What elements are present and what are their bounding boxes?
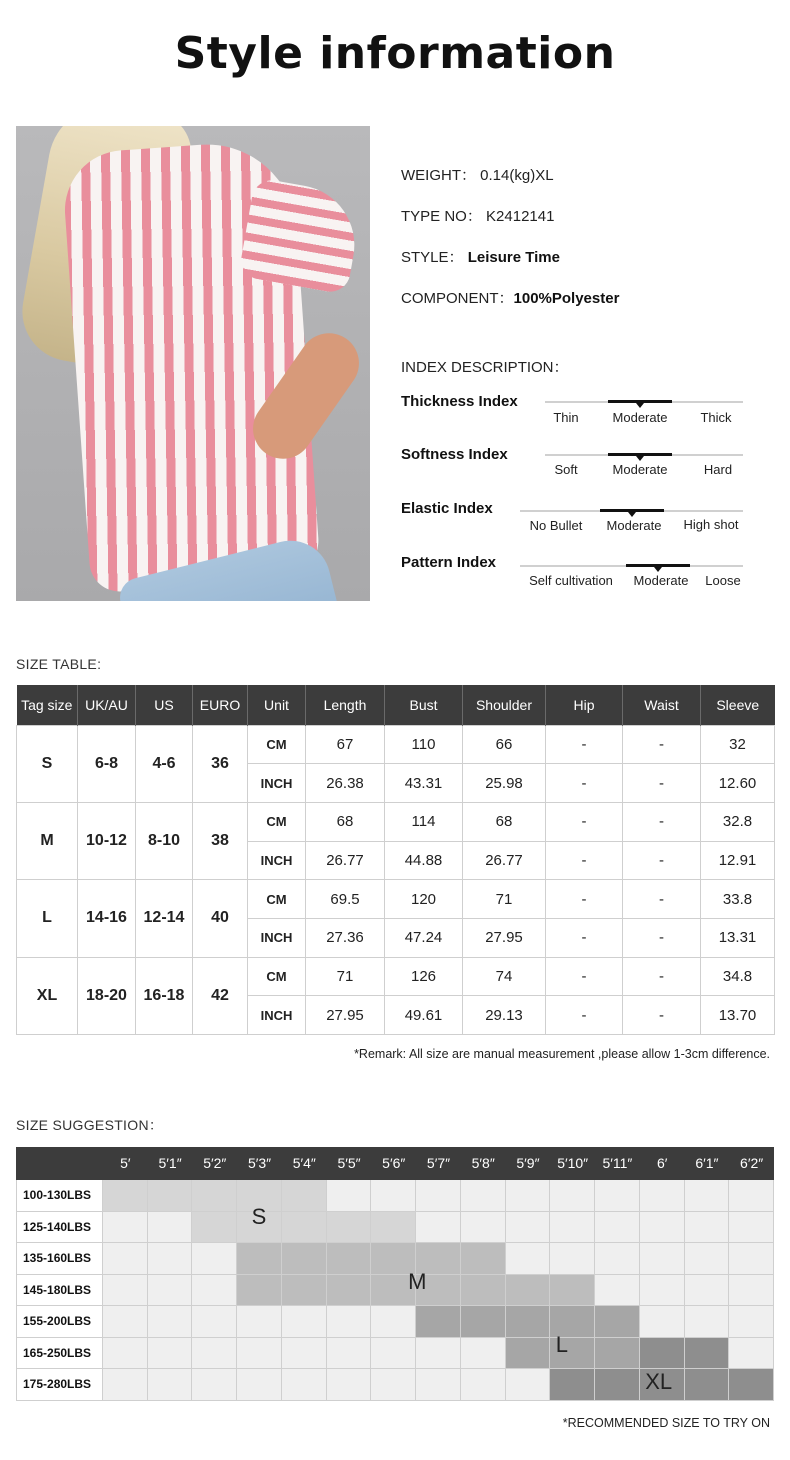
- product-photo: [16, 126, 370, 601]
- weight-info: [401, 164, 554, 185]
- size-table: [16, 685, 775, 1035]
- component-info: [401, 287, 619, 308]
- measurement-cell: 44.88: [385, 841, 463, 880]
- grid-cell: [550, 1275, 595, 1307]
- height-header: 5′9″: [516, 1155, 540, 1171]
- header-waist: Waist: [623, 685, 701, 725]
- elastic-option-moderate: Moderate: [606, 518, 662, 533]
- grid-cell: [461, 1275, 506, 1307]
- size-us-cell: 16-18: [136, 957, 193, 1034]
- softness-index-label: Softness Index: [401, 446, 508, 463]
- header-bust: Bust: [385, 685, 463, 725]
- measurement-cell: -: [623, 957, 701, 996]
- header-uk-au: UK/AU: [78, 685, 136, 725]
- grid-cell: [327, 1243, 372, 1275]
- measurement-cell: 32.8: [701, 802, 775, 841]
- measurement-cell: 68: [463, 802, 546, 841]
- table-row: [17, 802, 775, 841]
- measurement-cell: -: [546, 957, 623, 996]
- grid-cell: [327, 1338, 372, 1370]
- unit-cell: INCH: [248, 996, 306, 1035]
- size-suggestion-label: SIZE SUGGESTION：: [16, 1117, 164, 1133]
- component-value: 100%Polyester: [513, 290, 620, 307]
- weight-value: 0.14(kg)XL: [480, 167, 554, 184]
- elastic-index-label: Elastic Index: [401, 500, 493, 517]
- type-info: [401, 205, 554, 226]
- measurement-cell: 27.36: [306, 918, 385, 957]
- header-sleeve: Sleeve: [701, 685, 775, 725]
- size-table-header-row: [17, 685, 775, 725]
- pattern-scale-tick: [654, 567, 662, 572]
- grid-cell: [640, 1180, 685, 1212]
- measurement-cell: 114: [385, 802, 463, 841]
- height-header: 5′5″: [337, 1155, 361, 1171]
- grid-cell: [640, 1306, 685, 1338]
- thickness-scale-tick: [636, 403, 644, 408]
- grid-cell: [148, 1180, 193, 1212]
- grid-cell: [416, 1180, 461, 1212]
- grid-cell: [148, 1369, 193, 1401]
- softness-option-hard: Hard: [703, 462, 733, 477]
- type-label: TYPE NO：: [401, 208, 482, 225]
- grid-cell: [416, 1369, 461, 1401]
- header-us: US: [136, 685, 193, 725]
- table-row: [17, 957, 775, 996]
- softness-scale-tick: [636, 456, 644, 461]
- measurement-cell: 66: [463, 725, 546, 764]
- grid-cell: [595, 1275, 640, 1307]
- size-tag-cell: M: [17, 802, 78, 879]
- measurement-cell: -: [623, 764, 701, 803]
- component-label: COMPONENT：: [401, 290, 514, 307]
- size-uk-cell: 10-12: [78, 802, 136, 879]
- table-row: [17, 880, 775, 919]
- measurement-cell: 67: [306, 725, 385, 764]
- height-header: 5′6″: [382, 1155, 406, 1171]
- grid-cell: [237, 1369, 282, 1401]
- size-remark: *Remark: All size are manual measurement ,please allow 1-3cm difference.: [354, 1047, 770, 1061]
- grid-cell: [103, 1369, 148, 1401]
- measurement-cell: 12.60: [701, 764, 775, 803]
- measurement-cell: 13.31: [701, 918, 775, 957]
- grid-cell: [371, 1180, 416, 1212]
- measurement-cell: 33.8: [701, 880, 775, 919]
- height-header: 6′1″: [695, 1155, 719, 1171]
- grid-cell: [103, 1212, 148, 1244]
- grid-cell: [148, 1275, 193, 1307]
- size-tag-cell: L: [17, 880, 78, 957]
- grid-cell: [282, 1275, 327, 1307]
- size-uk-cell: 6-8: [78, 725, 136, 802]
- size-zone-label: L: [555, 1332, 568, 1358]
- grid-cell: [148, 1306, 193, 1338]
- grid-cell: [550, 1212, 595, 1244]
- grid-cell: [327, 1212, 372, 1244]
- measurement-cell: 26.77: [463, 841, 546, 880]
- measurement-cell: -: [623, 725, 701, 764]
- grid-cell: [371, 1369, 416, 1401]
- grid-cell: [595, 1338, 640, 1370]
- pattern-option-self-cultivation: Self cultivation: [529, 573, 613, 588]
- grid-cell: [192, 1212, 237, 1244]
- style-info: [401, 246, 560, 267]
- size-uk-cell: 14-16: [78, 880, 136, 957]
- grid-cell: [371, 1212, 416, 1244]
- grid-cell: [192, 1243, 237, 1275]
- unit-cell: INCH: [248, 841, 306, 880]
- grid-cell: [685, 1180, 730, 1212]
- grid-cell: [506, 1369, 551, 1401]
- measurement-cell: 74: [463, 957, 546, 996]
- thickness-index-label: Thickness Index: [401, 393, 518, 410]
- size-euro-cell: 38: [193, 802, 248, 879]
- unit-cell: CM: [248, 957, 306, 996]
- grid-cell: [282, 1180, 327, 1212]
- grid-cell: [685, 1275, 730, 1307]
- measurement-cell: 13.70: [701, 996, 775, 1035]
- grid-cell: [595, 1180, 640, 1212]
- size-zone-label: S: [251, 1204, 267, 1230]
- measurement-cell: 71: [306, 957, 385, 996]
- header-tag-size: Tag size: [17, 685, 78, 725]
- grid-cell: [327, 1180, 372, 1212]
- header-shoulder: Shoulder: [463, 685, 546, 725]
- measurement-cell: 32: [701, 725, 775, 764]
- grid-cell: [461, 1306, 506, 1338]
- size-suggestion-grid: [16, 1147, 774, 1401]
- grid-cell: [103, 1306, 148, 1338]
- size-us-cell: 4-6: [136, 725, 193, 802]
- measurement-cell: -: [546, 996, 623, 1035]
- weight-row-label: 155-200LBS: [16, 1306, 103, 1338]
- header-euro: EURO: [193, 685, 248, 725]
- grid-cell: [685, 1369, 730, 1401]
- measurement-cell: 71: [463, 880, 546, 919]
- style-value: Leisure Time: [467, 249, 560, 266]
- grid-cell: [371, 1338, 416, 1370]
- grid-cell: [237, 1275, 282, 1307]
- measurement-cell: -: [623, 880, 701, 919]
- grid-cell: [461, 1369, 506, 1401]
- height-header: 5′3″: [247, 1155, 272, 1171]
- grid-cell: [237, 1338, 282, 1370]
- measurement-cell: 126: [385, 957, 463, 996]
- size-euro-cell: 42: [193, 957, 248, 1034]
- height-header: 5′8″: [471, 1155, 495, 1171]
- grid-cell: [416, 1212, 461, 1244]
- measurement-cell: -: [546, 764, 623, 803]
- grid-cell: [192, 1180, 237, 1212]
- grid-cell: [148, 1212, 193, 1244]
- grid-cell: [237, 1243, 282, 1275]
- measurement-cell: 26.77: [306, 841, 385, 880]
- grid-cell: [685, 1338, 730, 1370]
- header-hip: Hip: [546, 685, 623, 725]
- unit-cell: INCH: [248, 918, 306, 957]
- measurement-cell: 27.95: [306, 996, 385, 1035]
- header-unit: Unit: [248, 685, 306, 725]
- measurement-cell: 43.31: [385, 764, 463, 803]
- grid-cell: [282, 1338, 327, 1370]
- measurement-cell: -: [546, 880, 623, 919]
- elastic-option-high-shot: High shot: [683, 517, 739, 532]
- height-header: 6′2″: [740, 1155, 764, 1171]
- grid-cell: [729, 1338, 774, 1370]
- height-header: 5′10″: [557, 1155, 589, 1171]
- weight-row-label: 135-160LBS: [16, 1243, 103, 1275]
- grid-cell: [282, 1369, 327, 1401]
- measurement-cell: 12.91: [701, 841, 775, 880]
- type-value: K2412141: [486, 208, 555, 225]
- grid-cell: [461, 1212, 506, 1244]
- grid-cell: [640, 1275, 685, 1307]
- grid-cell: [103, 1275, 148, 1307]
- size-table-label: SIZE TABLE:: [16, 656, 102, 672]
- grid-cell: [416, 1338, 461, 1370]
- weight-label: WEIGHT：: [401, 167, 476, 184]
- grid-cell: [685, 1212, 730, 1244]
- grid-cell: [282, 1306, 327, 1338]
- shirt-sleeve: [238, 177, 364, 295]
- grid-cell: [729, 1180, 774, 1212]
- weight-row-label: 175-280LBS: [16, 1369, 103, 1401]
- grid-cell: [192, 1369, 237, 1401]
- pattern-index-label: Pattern Index: [401, 554, 497, 571]
- grid-cell: [461, 1338, 506, 1370]
- index-description-title: INDEX DESCRIPTION：: [401, 359, 569, 376]
- grid-cell: [416, 1306, 461, 1338]
- grid-cell: [729, 1369, 774, 1401]
- grid-cell: [192, 1275, 237, 1307]
- grid-cell: [506, 1306, 551, 1338]
- grid-cell: [192, 1338, 237, 1370]
- grid-cell: [595, 1369, 640, 1401]
- measurement-cell: 120: [385, 880, 463, 919]
- grid-cell: [103, 1180, 148, 1212]
- size-us-cell: 12-14: [136, 880, 193, 957]
- unit-cell: CM: [248, 802, 306, 841]
- measurement-cell: -: [623, 802, 701, 841]
- grid-cell: [595, 1212, 640, 1244]
- grid-cell: [371, 1306, 416, 1338]
- pattern-option-moderate: Moderate: [633, 573, 689, 588]
- unit-cell: INCH: [248, 764, 306, 803]
- grid-cell: [640, 1212, 685, 1244]
- measurement-cell: 49.61: [385, 996, 463, 1035]
- size-zone-label: M: [408, 1269, 427, 1295]
- grid-cell: [327, 1275, 372, 1307]
- measurement-cell: 47.24: [385, 918, 463, 957]
- grid-cell: [103, 1338, 148, 1370]
- grid-cell: [148, 1243, 193, 1275]
- measurement-cell: -: [623, 996, 701, 1035]
- height-header: 5′1″: [158, 1155, 182, 1171]
- pattern-option-loose: Loose: [705, 573, 741, 588]
- height-header: 5′7″: [426, 1155, 451, 1171]
- thickness-option-thick: Thick: [700, 410, 732, 425]
- height-header: 6′: [656, 1155, 668, 1171]
- unit-cell: CM: [248, 880, 306, 919]
- measurement-cell: -: [623, 918, 701, 957]
- height-header: 5′4″: [292, 1155, 316, 1171]
- grid-cell: [550, 1180, 595, 1212]
- grid-cell: [729, 1275, 774, 1307]
- thickness-option-moderate: Moderate: [612, 410, 668, 425]
- grid-cell: [192, 1306, 237, 1338]
- grid-cell: [729, 1243, 774, 1275]
- grid-cell: [103, 1243, 148, 1275]
- style-label: STYLE：: [401, 249, 464, 266]
- header-length: Length: [306, 685, 385, 725]
- grid-cell: [550, 1369, 595, 1401]
- elastic-option-no-bullet: No Bullet: [529, 518, 583, 533]
- measurement-cell: 29.13: [463, 996, 546, 1035]
- grid-cell: [729, 1306, 774, 1338]
- measurement-cell: 68: [306, 802, 385, 841]
- grid-cell: [550, 1243, 595, 1275]
- size-euro-cell: 40: [193, 880, 248, 957]
- size-euro-cell: 36: [193, 725, 248, 802]
- grid-cell: [729, 1212, 774, 1244]
- measurement-cell: -: [546, 841, 623, 880]
- measurement-cell: 34.8: [701, 957, 775, 996]
- measurement-cell: 110: [385, 725, 463, 764]
- grid-cell: [506, 1338, 551, 1370]
- height-header: 5′11″: [602, 1155, 633, 1171]
- grid-cell: [506, 1275, 551, 1307]
- grid-cell: [327, 1306, 372, 1338]
- grid-cell: [282, 1243, 327, 1275]
- unit-cell: CM: [248, 725, 306, 764]
- grid-cell: [237, 1306, 282, 1338]
- measurement-cell: -: [623, 841, 701, 880]
- grid-cell: [595, 1306, 640, 1338]
- grid-cell: [506, 1243, 551, 1275]
- grid-cell: [685, 1306, 730, 1338]
- grid-cell: [640, 1338, 685, 1370]
- grid-cell: [506, 1212, 551, 1244]
- grid-cell: [461, 1243, 506, 1275]
- size-tag-cell: S: [17, 725, 78, 802]
- elastic-scale-tick: [628, 512, 636, 517]
- weight-row-label: 125-140LBS: [16, 1212, 103, 1244]
- weight-row-label: 100-130LBS: [16, 1180, 103, 1212]
- grid-cell: [461, 1180, 506, 1212]
- measurement-cell: 69.5: [306, 880, 385, 919]
- measurement-cell: -: [546, 802, 623, 841]
- measurement-cell: 26.38: [306, 764, 385, 803]
- measurement-cell: 25.98: [463, 764, 546, 803]
- size-tag-cell: XL: [17, 957, 78, 1034]
- softness-option-soft: Soft: [554, 462, 578, 477]
- size-us-cell: 8-10: [136, 802, 193, 879]
- grid-cell: [506, 1180, 551, 1212]
- recommend-footnote: *RECOMMENDED SIZE TO TRY ON: [562, 1416, 770, 1430]
- size-uk-cell: 18-20: [78, 957, 136, 1034]
- weight-row-label: 165-250LBS: [16, 1338, 103, 1370]
- table-row: [17, 725, 775, 764]
- page-title: Style information: [174, 28, 616, 79]
- softness-option-moderate: Moderate: [612, 462, 668, 477]
- size-zone-label: XL: [645, 1368, 673, 1394]
- grid-cell: [595, 1243, 640, 1275]
- height-header: 5′2″: [203, 1155, 227, 1171]
- thickness-option-thin: Thin: [553, 410, 579, 425]
- measurement-cell: -: [546, 918, 623, 957]
- grid-cell: [640, 1243, 685, 1275]
- measurement-cell: 27.95: [463, 918, 546, 957]
- grid-cell: [282, 1212, 327, 1244]
- weight-row-label: 145-180LBS: [16, 1275, 103, 1307]
- grid-cell: [685, 1243, 730, 1275]
- height-header: 5′: [120, 1155, 131, 1171]
- grid-cell: [148, 1338, 193, 1370]
- measurement-cell: -: [546, 725, 623, 764]
- grid-cell: [327, 1369, 372, 1401]
